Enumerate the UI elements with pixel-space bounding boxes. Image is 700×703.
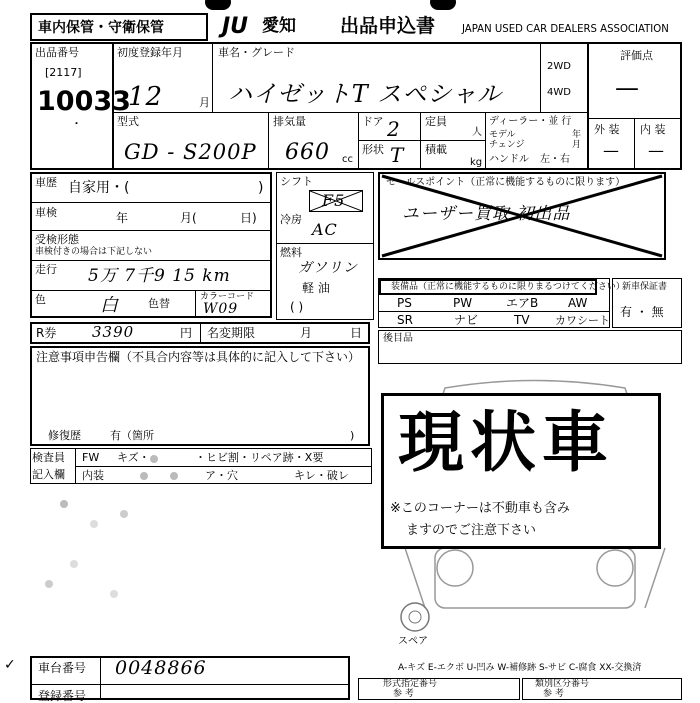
capacity-label: 定員: [425, 115, 447, 128]
name-grade-value: ハイゼットT スペシャル: [228, 80, 502, 108]
redaction-mark: [110, 590, 118, 598]
fuel-label: 燃料: [280, 246, 302, 259]
inspector-scratch: キズ・: [117, 451, 150, 464]
interior-label: 内 装: [640, 123, 666, 136]
ju-logo-text: JU: [222, 14, 249, 39]
chassis-label: 車台番号: [38, 661, 87, 675]
history-close: ): [258, 180, 264, 196]
color-code-label: カラーコード: [200, 292, 255, 302]
recycle-yen: 円: [180, 326, 193, 340]
name-change-day: 日: [350, 326, 363, 340]
recycle-label: R券: [36, 326, 57, 340]
cc-unit: cc: [342, 154, 353, 165]
redaction-mark: [90, 520, 98, 528]
history-label: 車歴: [35, 176, 57, 189]
color-label: 色: [35, 293, 46, 306]
color-change-label: 色替: [148, 297, 170, 310]
body-label: 形状: [362, 143, 384, 156]
equip-tv: TV: [514, 313, 530, 327]
storage-label-box: [30, 13, 208, 41]
inspector-interior: 内装: [82, 469, 104, 482]
rating-value: —: [615, 74, 639, 102]
equip-aw: AW: [568, 296, 588, 310]
inspector-tear: キレ・破レ: [294, 469, 349, 482]
exterior-value: —: [603, 141, 619, 160]
body-value: T: [390, 143, 405, 167]
checkmark-icon: ✓: [4, 657, 16, 673]
as-is-note-line2: ますのでご注意下さい: [406, 523, 537, 538]
repair-history-value: 有（箇所: [110, 429, 154, 442]
redaction-mark: [170, 472, 178, 480]
chassis-value: 0048866: [115, 657, 207, 679]
redaction-mark: [150, 455, 158, 463]
type-ref-label: 参 考: [393, 689, 414, 699]
displacement-label: 排気量: [273, 115, 306, 128]
equip-navi: ナビ: [454, 313, 479, 327]
equip-sr: SR: [397, 313, 413, 327]
name-grade-label: 車名・グレード: [218, 46, 295, 59]
warranty-label: 新車保証書: [622, 282, 668, 292]
equipment-label-box: [379, 279, 625, 295]
mileage-label: 走行: [35, 263, 57, 276]
inspector-label: 検査員: [32, 451, 65, 464]
class-number-label: 類別区分番号: [535, 679, 590, 689]
name-change-label: 名変期限: [207, 326, 256, 340]
load-label: 積載: [425, 143, 447, 156]
as-is-note-line1: ※このコーナーは不動車も含み: [390, 501, 570, 516]
redaction-mark: [140, 472, 148, 480]
ju-logo: [222, 14, 260, 40]
class-number-box: [522, 678, 682, 700]
model-label: 型式: [117, 115, 139, 128]
handle-options: 左・右: [540, 154, 570, 165]
sales-points-label: セールスポイント（正常に機能するものに限ります）: [386, 177, 626, 188]
storage-label: 車内保管・守衛保管: [38, 20, 164, 36]
model-change-unit: 年: [572, 130, 582, 140]
mileage-value: 5万 7千9 15 km: [88, 266, 231, 286]
redaction-mark: [45, 580, 53, 588]
doors-value: 2: [387, 117, 401, 141]
sales-points-box: [378, 172, 666, 260]
redaction-mark: [120, 510, 128, 518]
drive-4wd: 4WD: [547, 87, 571, 98]
month-unit: 月: [199, 96, 210, 109]
model-change-label: モデル: [489, 130, 516, 140]
shift-value: F5: [322, 191, 346, 210]
lot-bracket-code: [2117]: [45, 66, 82, 79]
redaction-mark: [70, 560, 78, 568]
rating-label: 評価点: [620, 49, 653, 62]
shift-box: [309, 190, 363, 212]
as-is-stamp: [381, 393, 661, 549]
fuel-option: 軽 油: [302, 281, 330, 295]
form-title: 出品申込書: [340, 15, 436, 37]
lot-label: 出品番号: [35, 46, 79, 59]
spare-tire-icon: [398, 600, 432, 634]
spare-label: スペア: [398, 636, 428, 647]
displacement-value: 660: [285, 140, 330, 165]
lot-number: 10033: [37, 86, 131, 117]
inspection-month-unit: 月(: [180, 211, 197, 225]
inspection-label: 車検: [35, 206, 57, 219]
interior-value: —: [648, 141, 664, 160]
color-code-value: W09: [203, 301, 239, 317]
org-name: 愛知: [262, 16, 296, 36]
aftermarket-label: 後目品: [383, 333, 413, 344]
class-ref-label: 参 考: [543, 689, 564, 699]
redaction-mark: [60, 500, 68, 508]
inspector-entry-label: 記入欄: [32, 468, 65, 481]
type-designation-label: 形式指定番号: [383, 679, 438, 689]
ac-label: 冷房: [280, 213, 302, 226]
year-label: 初度登録年月: [117, 46, 183, 59]
load-unit: kg: [470, 157, 483, 168]
binder-hole-left: [205, 0, 231, 10]
fuel-paren: ( ): [290, 300, 304, 314]
association-name: JAPAN USED CAR DEALERS ASSOCIATION: [462, 22, 669, 35]
name-change-month: 月: [300, 326, 313, 340]
doors-label: ドア: [362, 115, 384, 128]
year-value: 12: [128, 82, 164, 112]
inspector-hole: ア・穴: [205, 469, 238, 482]
change-unit: 月: [572, 140, 582, 150]
acceptance-note: 車検付きの場合は下記しない: [35, 247, 153, 257]
notes-label: 注意事項申告欄（不具合内容等は具体的に記入して下さい）: [36, 350, 361, 364]
recycle-value: 3390: [92, 323, 135, 341]
exterior-label: 外 装: [594, 123, 620, 136]
model-value: GD - S200P: [124, 140, 257, 164]
ac-value: AC: [312, 220, 338, 239]
sales-points-value: ユーザー買取 初出品: [402, 204, 571, 224]
color-value: 白: [100, 295, 119, 316]
drive-2wd: 2WD: [547, 61, 571, 72]
equip-seat: カワシート: [555, 314, 610, 327]
equip-ps: PS: [397, 296, 412, 310]
history-value: 自家用・(: [68, 180, 130, 196]
aftermarket-box: [378, 330, 682, 364]
acceptance-label: 受検形態: [35, 233, 79, 246]
binder-hole-right: [430, 0, 456, 10]
fuel-value: ガソリン: [298, 260, 358, 276]
repair-history-label: 修復歴: [48, 429, 81, 442]
equip-airbag: エアB: [506, 296, 539, 310]
change-label: チェンジ: [489, 140, 525, 150]
as-is-title: 現状車: [398, 404, 614, 481]
lot-mark: ˙: [72, 120, 81, 141]
registration-number-label: 登録番号: [38, 689, 87, 703]
equip-pw: PW: [453, 296, 473, 310]
shift-label: シフト: [280, 175, 313, 188]
warranty-options: 有 ・ 無: [620, 305, 664, 319]
capacity-unit: 人: [472, 127, 482, 138]
inspection-year-unit: 年: [116, 211, 129, 225]
handle-label: ハンドル: [489, 154, 529, 165]
inspector-fw: FW: [82, 451, 100, 464]
equipment-label: 装備品（正常に機能するものに限りまるつけてください）: [391, 282, 625, 292]
damage-legend: A-キズ E-エクボ U-凹み W-補修跡 S-サビ C-腐食 XX-交換済: [398, 663, 642, 673]
repair-history-close: ): [350, 429, 355, 442]
dealer-label: ディーラー・並 行: [489, 116, 572, 127]
type-designation-box: [358, 678, 520, 700]
inspection-day-unit: 日): [240, 211, 257, 225]
inspector-row1-rest: ・ヒビ割・リペア跡・X要: [195, 451, 324, 464]
